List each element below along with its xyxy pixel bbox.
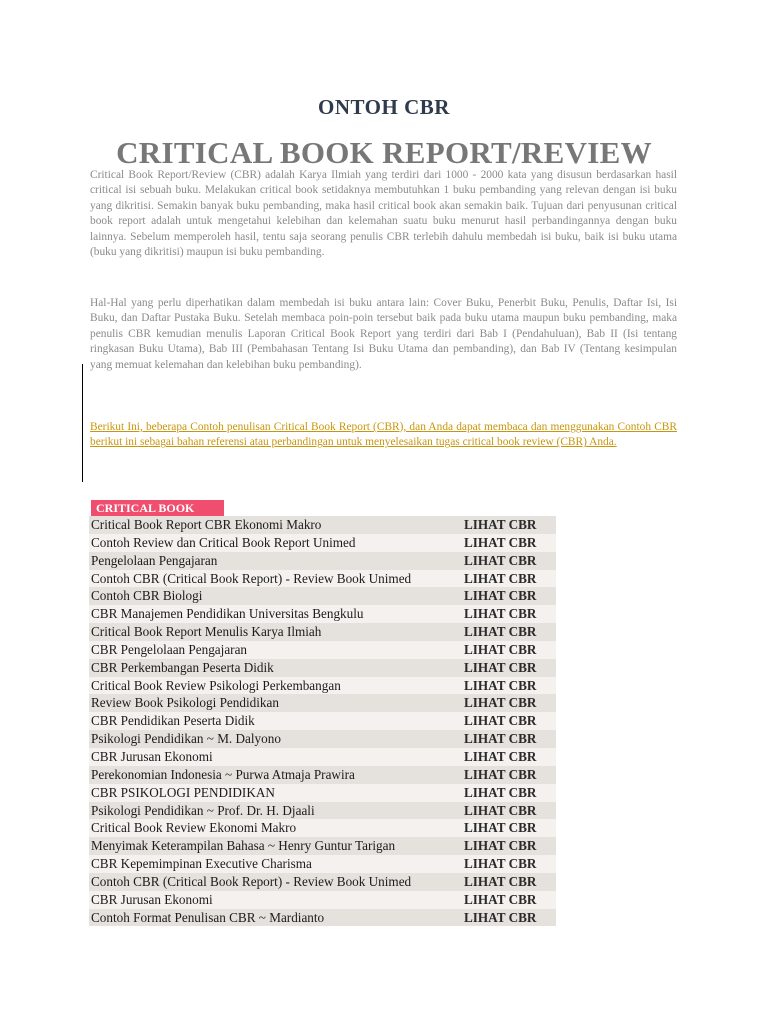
- lihat-cbr-link[interactable]: LIHAT CBR: [454, 837, 556, 855]
- reference-link-paragraph[interactable]: Berikut Ini, beberapa Contoh penulisan Critical Book Report (CBR), dan Anda dapat membaca dan menggunakan Contoh CBR berikut ini sebagai bahan referensi atau perbandingan untuk menyelesaikan tugas critical book review (CBR) Anda.: [90, 421, 677, 449]
- table-row: [89, 587, 556, 605]
- lihat-cbr-link[interactable]: LIHAT CBR: [454, 873, 556, 891]
- table-row: [89, 784, 556, 802]
- book-title: Critical Book Report CBR Ekonomi Makro: [89, 516, 454, 534]
- book-title: CBR Manajemen Pendidikan Universitas Bengkulu: [89, 605, 454, 623]
- lihat-cbr-link[interactable]: LIHAT CBR: [454, 516, 556, 534]
- book-title: CBR Kepemimpinan Executive Charisma: [89, 855, 454, 873]
- table-row: [89, 748, 556, 766]
- table-row: [89, 766, 556, 784]
- lihat-cbr-link[interactable]: LIHAT CBR: [454, 641, 556, 659]
- lihat-cbr-link[interactable]: LIHAT CBR: [454, 694, 556, 712]
- details-paragraph: Hal-Hal yang perlu diperhatikan dalam membedah isi buku antara lain: Cover Buku, Penerbit Buku, Penulis, Daftar Isi, Isi Buku, dan Daftar Pustaka Buku. Setelah membaca poin-poin tersebut baik pada buku utama maupun buku pembanding, maka penulis CBR kemudian menulis Laporan Critical Book Report yang terdiri dari Bab I (Pendahuluan), Bab II (Isi tentang ringkasan Buku Utama), Bab III (Pembahasan Tentang Isi Buku Utama dan pembanding), dan Bab IV (Tentang kesimpulan yang memuat kelemahan dan kelebihan buku pembanding).: [90, 297, 677, 371]
- book-title: Contoh Format Penulisan CBR ~ Mardianto: [89, 909, 454, 927]
- book-title: CBR Pendidikan Peserta Didik: [89, 712, 454, 730]
- table-row: [89, 534, 556, 552]
- table-row: [89, 677, 556, 695]
- table-row: [89, 891, 556, 909]
- book-title: Critical Book Review Ekonomi Makro: [89, 819, 454, 837]
- book-title: Critical Book Review Psikologi Perkembangan: [89, 677, 454, 695]
- book-title: Psikologi Pendidikan ~ M. Dalyono: [89, 730, 454, 748]
- table-row: [89, 712, 556, 730]
- document-subtitle: ONTOH CBR: [318, 95, 450, 119]
- cbr-list-table: [89, 516, 556, 926]
- lihat-cbr-link[interactable]: LIHAT CBR: [454, 784, 556, 802]
- table-row: [89, 552, 556, 570]
- table-row: [89, 873, 556, 891]
- lihat-cbr-link[interactable]: LIHAT CBR: [454, 730, 556, 748]
- book-title: Contoh CBR (Critical Book Report) - Review Book Unimed: [89, 873, 454, 891]
- lihat-cbr-link[interactable]: LIHAT CBR: [454, 748, 556, 766]
- table-row: [89, 570, 556, 588]
- lihat-cbr-link[interactable]: LIHAT CBR: [454, 552, 556, 570]
- table-row: [89, 819, 556, 837]
- book-title: Perekonomian Indonesia ~ Purwa Atmaja Prawira: [89, 766, 454, 784]
- text-cursor: [82, 364, 83, 482]
- table-row: [89, 837, 556, 855]
- critical-book-badge: CRITICAL BOOK: [91, 500, 224, 517]
- book-title: Psikologi Pendidikan ~ Prof. Dr. H. Djaali: [89, 802, 454, 820]
- book-title: CBR Pengelolaan Pengajaran: [89, 641, 454, 659]
- table-row: [89, 641, 556, 659]
- table-row: [89, 605, 556, 623]
- lihat-cbr-link[interactable]: LIHAT CBR: [454, 605, 556, 623]
- lihat-cbr-link[interactable]: LIHAT CBR: [454, 766, 556, 784]
- lihat-cbr-link[interactable]: LIHAT CBR: [454, 587, 556, 605]
- table-row: [89, 623, 556, 641]
- book-title: Contoh Review dan Critical Book Report Unimed: [89, 534, 454, 552]
- lihat-cbr-link[interactable]: LIHAT CBR: [454, 570, 556, 588]
- table-row: [89, 855, 556, 873]
- book-title: Menyimak Keterampilan Bahasa ~ Henry Guntur Tarigan: [89, 837, 454, 855]
- lihat-cbr-link[interactable]: LIHAT CBR: [454, 534, 556, 552]
- document-title: CRITICAL BOOK REPORT/REVIEW: [116, 135, 652, 170]
- lihat-cbr-link[interactable]: LIHAT CBR: [454, 712, 556, 730]
- book-title: Contoh CBR Biologi: [89, 587, 454, 605]
- table-row: [89, 802, 556, 820]
- lihat-cbr-link[interactable]: LIHAT CBR: [454, 891, 556, 909]
- lihat-cbr-link[interactable]: LIHAT CBR: [454, 659, 556, 677]
- table-row: [89, 516, 556, 534]
- book-title: CBR Jurusan Ekonomi: [89, 748, 454, 766]
- lihat-cbr-link[interactable]: LIHAT CBR: [454, 819, 556, 837]
- table-row: [89, 694, 556, 712]
- lihat-cbr-link[interactable]: LIHAT CBR: [454, 855, 556, 873]
- table-row: [89, 730, 556, 748]
- book-title: CBR PSIKOLOGI PENDIDIKAN: [89, 784, 454, 802]
- book-title: Review Book Psikologi Pendidikan: [89, 694, 454, 712]
- intro-paragraph: Critical Book Report/Review (CBR) adalah Karya Ilmiah yang terdiri dari 1000 - 2000 kata yang disusun berdasarkan hasil critical isi sebuah buku. Melakukan critical book setidaknya membutuhkan 1 buku pembanding yang relevan dengan isi buku yang dikritisi. Semakin banyak buku pembanding, maka hasil critical book akan semakin baik. Tujuan dari penyusunan critical book report adalah untuk mengetahui kelebihan dan kelemahan suatu buku menurut hasil perbandingannya dengan buku lainnya. Sebelum memperoleh hasil, tentu saja seorang penulis CBR terlebih dahulu membedah isi buku, baik isi buku utama (buku yang dikritisi) maupun isi buku pembanding.: [90, 169, 677, 259]
- table-row: [89, 909, 556, 927]
- book-title: Pengelolaan Pengajaran: [89, 552, 454, 570]
- book-title: CBR Jurusan Ekonomi: [89, 891, 454, 909]
- book-title: CBR Perkembangan Peserta Didik: [89, 659, 454, 677]
- lihat-cbr-link[interactable]: LIHAT CBR: [454, 623, 556, 641]
- lihat-cbr-link[interactable]: LIHAT CBR: [454, 802, 556, 820]
- table-row: [89, 659, 556, 677]
- lihat-cbr-link[interactable]: LIHAT CBR: [454, 909, 556, 927]
- book-title: Contoh CBR (Critical Book Report) - Review Book Unimed: [89, 570, 454, 588]
- book-title: Critical Book Report Menulis Karya Ilmiah: [89, 623, 454, 641]
- lihat-cbr-link[interactable]: LIHAT CBR: [454, 677, 556, 695]
